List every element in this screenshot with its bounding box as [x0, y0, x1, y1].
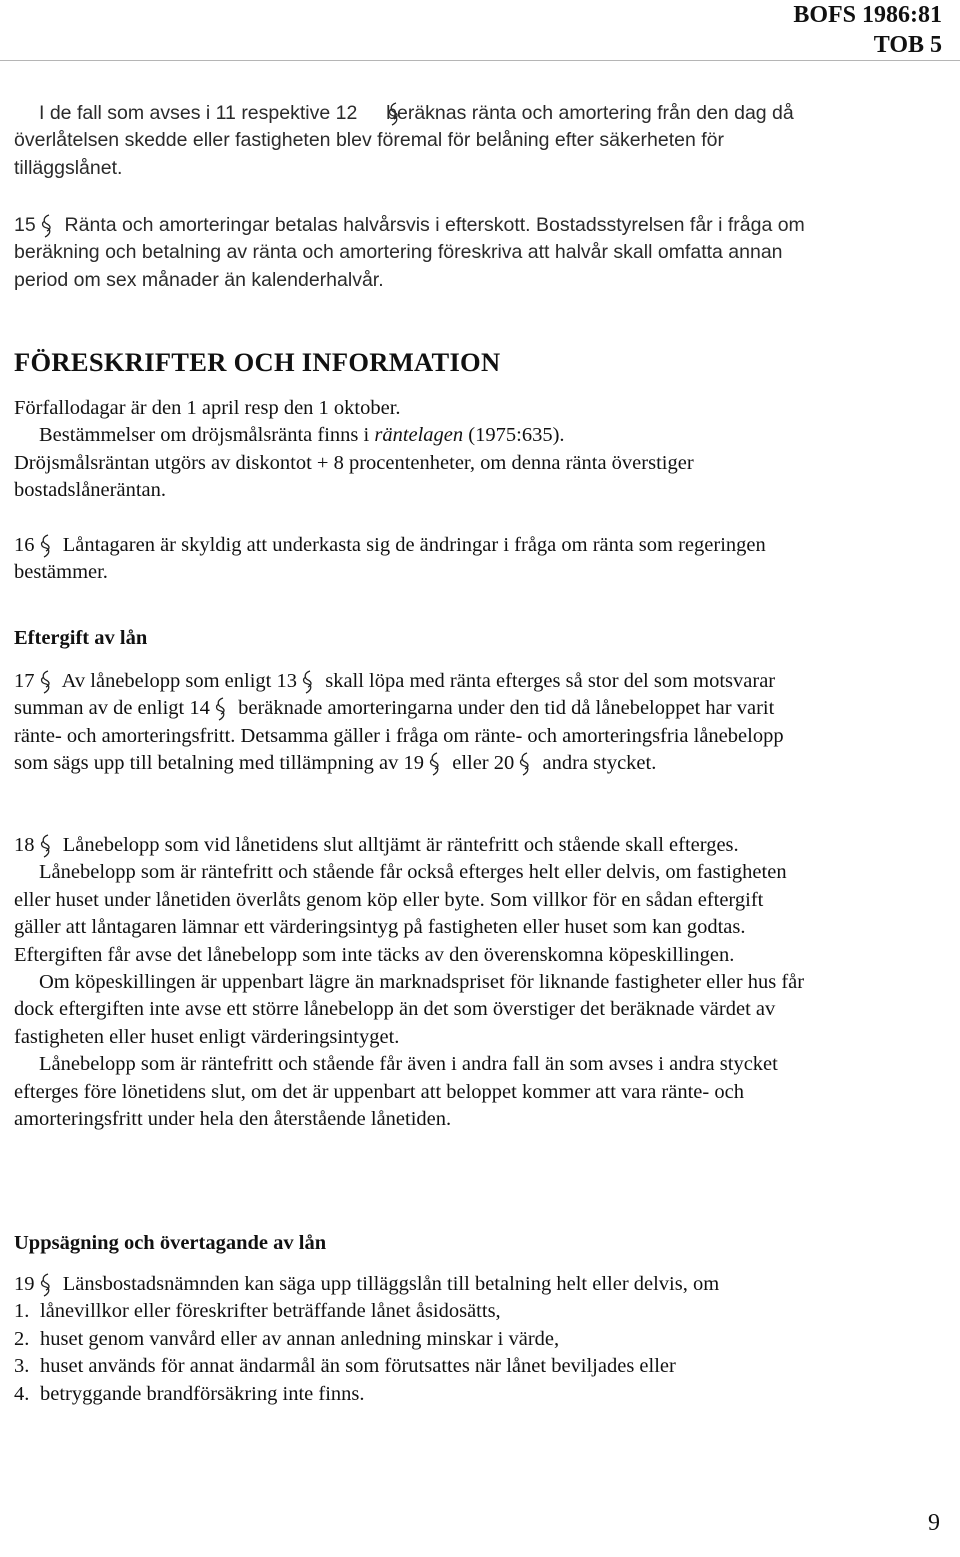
paragraph-overlatelse	[14, 100, 814, 182]
foreskrift-line-1: Förfallodagar är den 1 april resp den 1 oktober.	[14, 397, 401, 419]
header-doc-code: TOB 5	[873, 32, 942, 58]
heading-foreskrifter: FÖRESKRIFTER OCH INFORMATION	[14, 347, 501, 377]
document-header	[793, 0, 942, 60]
section-19: 19 Länsbostadsnämnden kan säga upp tilläggslån till betalning helt eller delvis, om 1. lånevillkor eller föreskrifter beträffande lånet åsidosätts, 2. huset genom vanvård eller av annan anledning minskar i värde, 3. huset används för annat ändarmål än som förutsattes när lånet beviljades eller 4. betryggande brandförsäkring inte finns.	[14, 1271, 814, 1408]
section-sign-icon	[215, 695, 233, 722]
section-text: Ränta och amorteringar betalas halvårsvis i efterskott. Bostadsstyrelsen får i fråga om beräkning och betalning av ränta och amortering föreskriva att halvår skall omfatta annan period om sex månader än kalenderhalvår.	[14, 214, 805, 291]
paragraph-text: I de fall som avses i 11 respektive 12	[39, 102, 358, 124]
section-16	[14, 532, 814, 587]
section-number: 16	[14, 534, 35, 556]
section-sign-icon	[40, 832, 58, 859]
section-sign-icon	[519, 750, 537, 777]
paragraph-text-cont: beräknas ränta och amortering från den dag då överlåtelsen skedde eller fastigheten blev föremal för belåning efter säkerheten för tilläggslånet.	[14, 102, 794, 179]
section-sign-icon	[429, 750, 447, 777]
section-number: 17	[14, 670, 35, 692]
section-sign-icon	[40, 668, 58, 695]
law-reference: räntelagen	[374, 424, 464, 447]
section-number: 15	[14, 214, 36, 236]
header-rule	[0, 60, 960, 61]
section-18-para-2: Lånebelopp som är räntefritt och stående får också efterges helt eller delvis, om fastigheten eller huset under lånetiden överlåts genom köp eller byte. Som villkor för en sådan eftergift gäller att låntagaren lämnar ett värderingsintyg på fastigheten eller huset som kan godtas. Eftergiften får avse det lånebelopp som inte täcks av den överenskomna köpeskillingen.	[14, 861, 787, 966]
page-number: 9	[928, 1510, 940, 1536]
foreskrift-line-2: Bestämmelser om dröjsmålsränta finns i räntelagen (1975:635).	[39, 424, 565, 447]
section-sign-icon	[40, 532, 58, 559]
section-18-para-4: Lånebelopp som är räntefritt och stående får även i andra fall än som avses i andra stycket efterges före lönetidens slut, om det är uppenbart att beloppet kommer att vara ränte- och amorteringsfritt under hela den återstående lånetiden.	[14, 1053, 778, 1131]
list-item: 3. huset används för annat ändarmål än som förutsattes när lånet beviljades eller	[14, 1355, 676, 1378]
heading-eftergift: Eftergift av lån	[14, 627, 148, 649]
section-sign-icon	[302, 668, 320, 695]
section-sign-icon	[41, 212, 59, 239]
section-text: Låntagaren är skyldig att underkasta sig de ändringar i fråga om ränta som regeringen bestämmer.	[14, 534, 766, 584]
section-18-para-3: Om köpeskillingen är uppenbart lägre än marknadspriset för liknande fastigheter eller hus får dock eftergiften inte avse ett större lånebelopp än det som överstiger det beräknade värdet av fastigheten eller huset enligt värderingsintyget.	[14, 971, 805, 1048]
foreskrifter-block	[14, 395, 814, 505]
section-sign-icon	[363, 100, 381, 127]
section-18: 18 Lånebelopp som vid lånetidens slut alltjämt är räntefritt och stående skall efterges. Lånebelopp som är räntefritt och stående får också efterges helt eller delvis, om fastigheten eller huset under lånetiden överlåts genom köp eller byte. Som villkor för en sådan eftergift gäller att låntagaren lämnar ett värderingsintyg på fastigheten eller huset som kan godtas. Eftergiften får avse det lånebelopp som inte täcks av den överenskomna köpeskillingen. Om köpeskillingen är uppenbart lägre än marknadspriset för liknande fastigheter eller hus får dock eftergiften inte avse ett större lånebelopp än det som överstiger det beräknade värdet av fastigheten eller huset enligt värderingsintyget. Lånebelopp som är räntefritt och stående får även i andra fall än som avses i andra stycket efterges före lönetidens slut, om det är uppenbart att beloppet kommer att vara ränte- och amorteringsfritt under hela den återstående lånetiden.	[14, 832, 814, 1133]
section-17: 17 Av lånebelopp som enligt 13 skall löpa med ränta efterges så stor del som motsvarar summan av de enligt 14 beräknade amorteringarna under den tid då lånebeloppet har varit ränte- och amorteringsfritt. Detsamma gäller i fråga om ränte- och amorteringsfria lånebelopp som sägs upp till betalning med tillämpning av 19 eller 20 andra stycket.	[14, 668, 814, 778]
header-doc-id: BOFS 1986:81	[793, 2, 942, 28]
section-number: 18	[14, 834, 35, 856]
list-item: 2. huset genom vanvård eller av annan anledning minskar i värde,	[14, 1327, 560, 1350]
list-item: 1. lånevillkor eller föreskrifter beträffande lånet åsidosätts,	[14, 1300, 501, 1323]
section-15	[14, 212, 814, 294]
section-number: 19	[14, 1273, 35, 1295]
list-item: 4. betryggande brandförsäkring inte finns.	[14, 1382, 365, 1405]
heading-uppsagning: Uppsägning och övertagande av lån	[14, 1232, 327, 1254]
foreskrift-line-3: Dröjsmålsräntan utgörs av diskontot + 8 procentenheter, om denna ränta överstiger bostadslåneräntan.	[14, 451, 694, 502]
section-sign-icon	[40, 1271, 58, 1298]
